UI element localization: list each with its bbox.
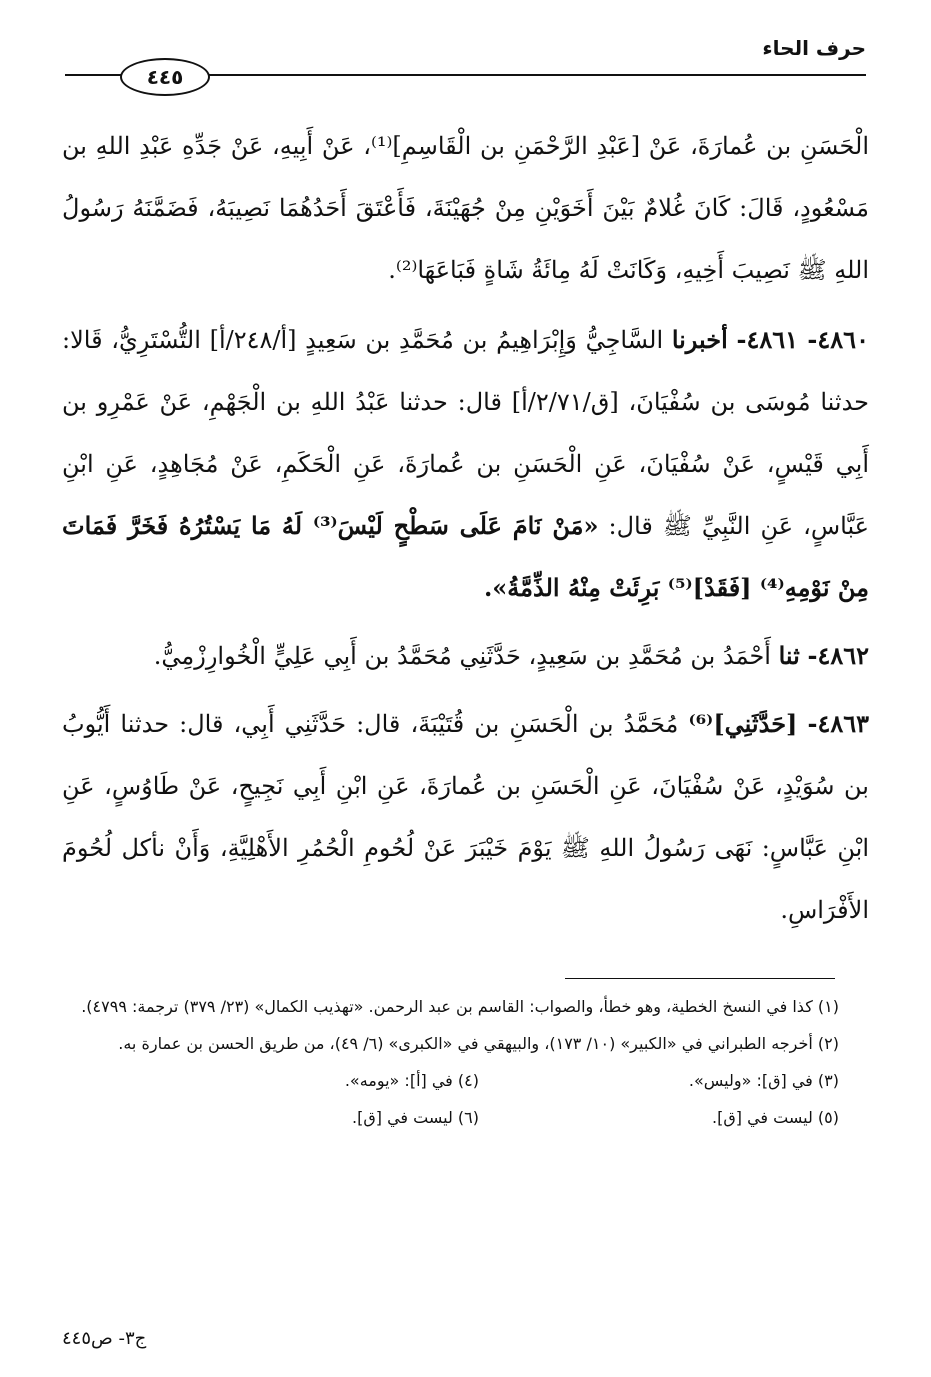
paragraph-text: السَّاجِيُّ وَإِبْرَاهِيمُ بن مُحَمَّدِ بن سَعِيدٍ [أ/٢٤٨/أ] التُّسْتَرِيُّ، قَالا: حدثنا مُوسَى بن سُفْيَانَ، [ق/٢/٧١/أ] قال: حدثنا عَبْدُ اللهِ بن الْجَهْمِ، عَنْ عَمْرِو بن أَبِي قَيْسٍ، عَنْ سُفْيَانَ، عَنِ الْحَسَنِ بن عُمارَةَ، عَنِ الْحَكَمِ، عَنْ مُجَاهِدٍ، عَنِ ابْنِ عَبَّاسٍ، عَنِ النَّبِيِّ ﷺ قال: [62, 326, 870, 540]
paragraph-2 [62, 309, 869, 619]
footnote-4: (٤) في [أ]: «يومه». [344, 1071, 479, 1090]
paragraph-3 [62, 625, 869, 687]
header-rule [200, 74, 866, 76]
footnote-3: (٣) في [ق]: «وليس». [688, 1071, 839, 1090]
page-number: ٤٤٥ [120, 58, 210, 96]
hadith-quote: «مَنْ نَامَ عَلَى سَطْحٍ لَيْسَ⁽³⁾ لَهُ مَا يَسْتُرُهُ فَخَرَّ فَمَاتَ مِنْ نَوْمِهِ⁽⁴⁾ [فَقَدْ]⁽⁵⁾ بَرِئَتْ مِنْهُ الذِّمَّةُ». [62, 511, 869, 602]
footnote-2: (٢) أخرجه الطبراني في «الكبير» (١٠/ ١٧٣)، والبيهقي في «الكبرى» (٦/ ٤٩)، من طريق الحسن بن عمارة به. [118, 1034, 839, 1053]
page-reference: ج٣- ص٤٤٥ [62, 1328, 147, 1349]
footnotes [62, 990, 839, 1138]
header-rule-left [65, 74, 125, 76]
narration-lead: ثنا [778, 641, 800, 670]
hadith-number: ٤٨٦٣- [807, 709, 869, 738]
running-title: حرف الحاء [762, 36, 866, 60]
narration-lead: [حَدَّثَنِي]⁽⁶⁾ [688, 709, 798, 738]
main-text [62, 115, 869, 947]
paragraph-text: أَحْمَدُ بن مُحَمَّدِ بن سَعِيدٍ، حَدَّثَنِي مُحَمَّدُ بن أَبِي عَلِيٍّ الْخُوارِزْمِيُّ. [153, 642, 771, 670]
narration-lead: أخبرنا [671, 325, 728, 354]
footnote-5: (٥) ليست في [ق]. [712, 1108, 839, 1127]
hadith-number: ٤٨٦٢- [807, 641, 869, 670]
paragraph-text: مُحَمَّدُ بن الْحَسَنِ بن قُتَيْبَةَ، قال: حَدَّثَنِي أَبِي، قال: حدثنا أَيُّوبُ بن سُوَيْدٍ، عَنْ سُفْيَانَ، عَنِ الْحَسَنِ بن عُمارَةَ، عَنِ ابْنِ أَبِي نَجِيحٍ، عَنْ طَاوُسٍ، عَنِ ابْنِ عَبَّاسٍ: نَهَى رَسُولُ اللهِ ﷺ يَوْمَ خَيْبَرَ عَنْ لُحُومِ الْحُمُرِ الأَهْلِيَّةِ، وَأَنْ نأكل لُحُومَ الأَفْرَاسِ. [62, 710, 869, 924]
footnote-row [62, 1064, 839, 1097]
footnote-6: (٦) ليست في [ق]. [352, 1108, 479, 1127]
footnote-rule [565, 978, 835, 979]
paragraph-1: الْحَسَنِ بن عُمارَةَ، عَنْ [عَبْدِ الرَّحْمَنِ بن الْقَاسِمِ]⁽¹⁾، عَنْ أَبِيهِ، عَنْ جَدِّهِ عَبْدِ اللهِ بن مَسْعُودٍ، قَالَ: كَانَ غُلامٌ بَيْنَ أَخَوَيْنِ مِنْ جُهَيْنَةَ، فَأَعْتَقَ أَحَدُهُمَا نَصِيبَهُ، فَضَمَّنَهُ رَسُولُ اللهِ ﷺ نَصِيبَ أَخِيهِ، وَكَانَتْ لَهُ مِائَةُ شَاةٍ فَبَاعَهَا⁽²⁾. [62, 132, 869, 284]
hadith-number: ٤٨٦٠- ٤٨٦١- [736, 325, 869, 354]
footnote-row [62, 1101, 839, 1134]
footnote-1: (١) كذا في النسخ الخطية، وهو خطأ، والصواب: القاسم بن عبد الرحمن. «تهذيب الكمال» (٢٣/ ٣٧٩) ترجمة: ٤٧٩٩). [81, 997, 839, 1016]
paragraph-4 [62, 693, 869, 941]
